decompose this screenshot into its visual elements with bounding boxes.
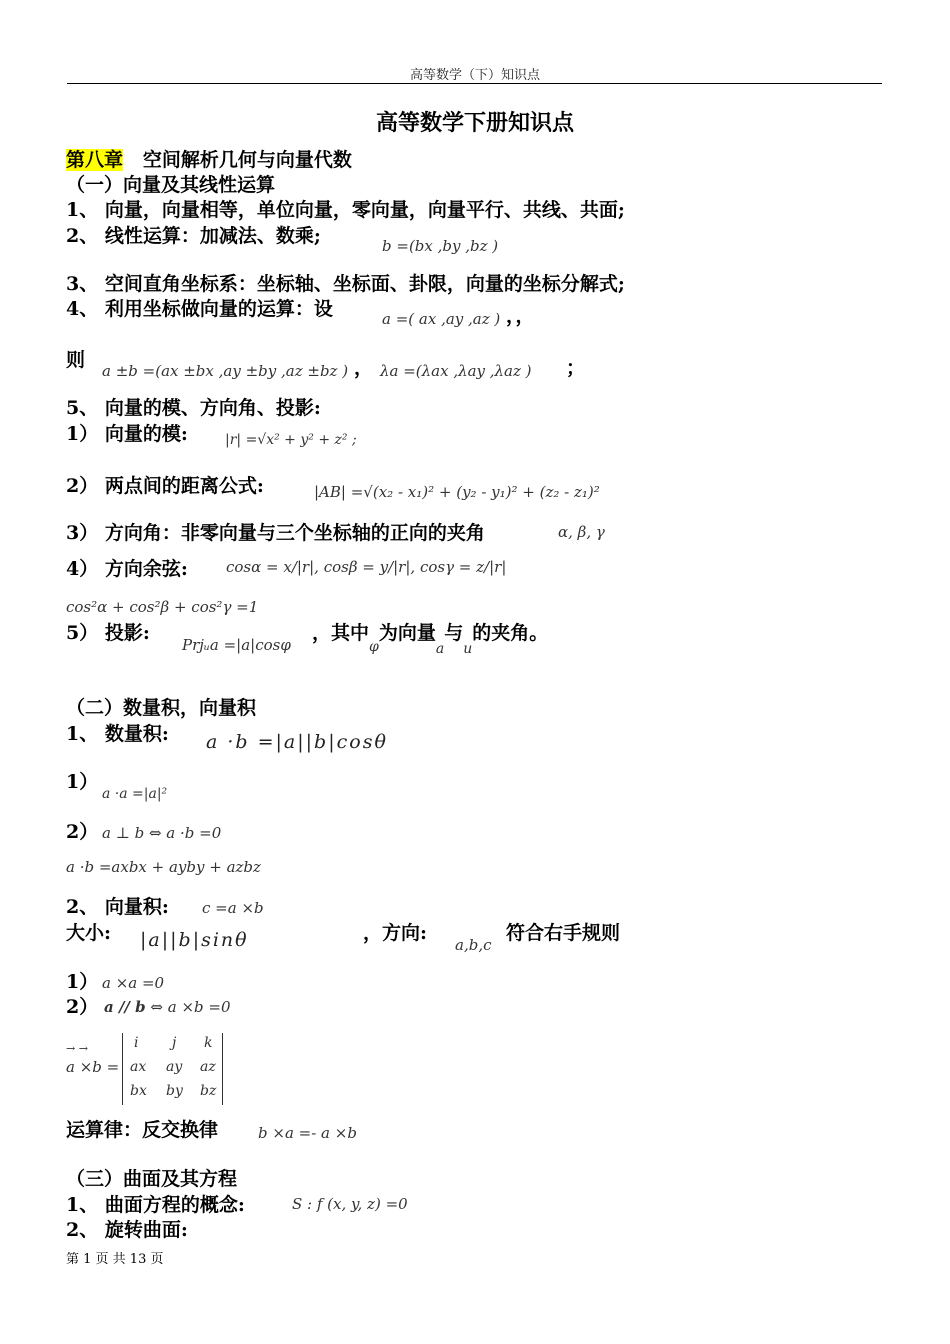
cross-sub-1-num: 1） bbox=[66, 971, 99, 993]
dot-sub-2-num: 2） bbox=[66, 821, 99, 843]
sec2-item-2: 2、 向量积: bbox=[66, 896, 169, 918]
formula-scalar-mult: b =(bx ,by ,bz ) bbox=[382, 237, 499, 255]
formula-lambda-a: λa =(λax ,λay ,λaz ) bbox=[380, 362, 532, 380]
right-hand-rule: 符合右手规则 bbox=[506, 922, 621, 944]
formula-cos-squares: cos²α + cos²β + cos²γ =1 bbox=[66, 598, 259, 616]
sec1-item-1: 1、 向量，向量相等，单位向量，零向量，向量平行、共线、共面; bbox=[66, 199, 625, 221]
det-cell: by bbox=[166, 1083, 183, 1099]
det-cell: bx bbox=[130, 1083, 147, 1099]
formula-a-cross-a: a ×a =0 bbox=[102, 974, 165, 992]
chapter-heading bbox=[66, 148, 352, 172]
formula-angles: α, β, γ bbox=[558, 523, 605, 541]
comma-sep: ， bbox=[354, 357, 374, 379]
det-cell: ax bbox=[130, 1059, 147, 1075]
projection-note: ，其中$_\varphi$为向量$_a$与$_u$的夹角。 bbox=[312, 622, 549, 657]
header-rule bbox=[67, 83, 882, 84]
formula-direction-cosines: cosα = x/|r|, cosβ = y/|r|, cosγ = z/|r| bbox=[226, 558, 507, 576]
formula-surface: S : f (x, y, z) =0 bbox=[292, 1195, 408, 1213]
formula-projection: Prjᵤa =|a|cosφ bbox=[182, 636, 291, 654]
semicolon: ； bbox=[566, 357, 586, 379]
sec1-item-4: 4、 利用坐标做向量的运算：设 bbox=[66, 298, 333, 320]
formula-anticommutative: b ×a =- a ×b bbox=[258, 1124, 357, 1142]
det-lhs: a ×b = bbox=[66, 1058, 120, 1076]
det-cell: bz bbox=[200, 1083, 217, 1099]
formula-vector-a: a =( ax ,ay ,az ) bbox=[382, 310, 501, 328]
det-right-bar bbox=[222, 1033, 223, 1105]
sub-item-direction-angle: 3） 方向角：非零向量与三个坐标轴的正向的夹角 bbox=[66, 522, 485, 544]
formula-perpendicular: a ⊥ b ⇔ a ·b =0 bbox=[102, 824, 222, 842]
sub-item-modulus: 1） 向量的模: bbox=[66, 423, 188, 445]
sec1-item-5: 5、 向量的模、方向角、投影: bbox=[66, 397, 321, 419]
formula-abc: a,b,c bbox=[455, 936, 492, 954]
det-cell: i bbox=[134, 1035, 139, 1051]
sec3-item-2: 2、 旋转曲面: bbox=[66, 1219, 188, 1241]
formula-dot-coords: a ·b =axbx + ayby + azbz bbox=[66, 858, 261, 876]
section-3-heading: （三）曲面及其方程 bbox=[66, 1168, 238, 1190]
det-cell: k bbox=[204, 1035, 213, 1051]
sec2-item-1: 1、 数量积: bbox=[66, 723, 169, 745]
section-1-heading: （一）向量及其线性运算 bbox=[66, 174, 276, 196]
formula-modulus: |r| =√x² + y² + z² ; bbox=[225, 432, 357, 448]
magnitude-label: 大小: bbox=[66, 922, 112, 944]
sec3-item-1: 1、 曲面方程的概念: bbox=[66, 1194, 245, 1216]
det-left-bar bbox=[122, 1033, 123, 1105]
sub-item-distance: 2） 两点间的距离公式: bbox=[66, 475, 264, 497]
formula-a-dot-a: a ·a =|a|² bbox=[102, 786, 168, 802]
page-header: 高等数学（下）知识点 bbox=[409, 68, 540, 83]
sub-item-direction-cosine: 4） 方向余弦: bbox=[66, 558, 188, 580]
sub-item-projection: 5） 投影: bbox=[66, 622, 150, 644]
formula-add-sub: a ±b =(ax ±bx ,ay ±by ,az ±bz ) bbox=[102, 362, 349, 380]
cross-sub-2-num: 2） bbox=[66, 996, 99, 1018]
section-2-heading: （二）数量积，向量积 bbox=[66, 697, 257, 719]
formula-cross-magnitude: |a||b|sinθ bbox=[140, 929, 249, 951]
formula-parallel: a // b ⇔ a ×b =0 bbox=[104, 998, 231, 1016]
operation-law: 运算律：反交换律 bbox=[66, 1119, 219, 1141]
formula-distance: |AB| =√(x₂ - x₁)² + (y₂ - y₁)² + (z₂ - z₁)² bbox=[314, 483, 600, 501]
det-cell: ay bbox=[166, 1059, 183, 1075]
det-arrows: → → bbox=[66, 1042, 88, 1055]
sec1-item-2: 2、 线性运算：加减法、数乘; bbox=[66, 225, 321, 247]
document-title: 高等数学下册知识点 bbox=[375, 110, 574, 136]
cross-determinant bbox=[66, 1033, 236, 1105]
page-footer: 第 1 页 共 13 页 bbox=[66, 1252, 164, 1267]
chapter-title: 空间解析几何与向量代数 bbox=[142, 149, 352, 171]
then-label: 则 bbox=[66, 349, 86, 371]
sec1-item-3: 3、 空间直角坐标系：坐标轴、坐标面、卦限，向量的坐标分解式; bbox=[66, 273, 625, 295]
formula-dot-product: a ·b =|a||b|cosθ bbox=[206, 731, 388, 753]
sec1-item-4-tail: ，， bbox=[506, 305, 535, 327]
direction-label: ，方向: bbox=[363, 922, 428, 944]
det-cell: j bbox=[172, 1035, 177, 1051]
dot-sub-1-num: 1） bbox=[66, 771, 99, 793]
chapter-label: 第八章 bbox=[66, 149, 124, 171]
det-cell: az bbox=[200, 1059, 216, 1075]
formula-cross-product: c =a ×b bbox=[202, 899, 264, 917]
